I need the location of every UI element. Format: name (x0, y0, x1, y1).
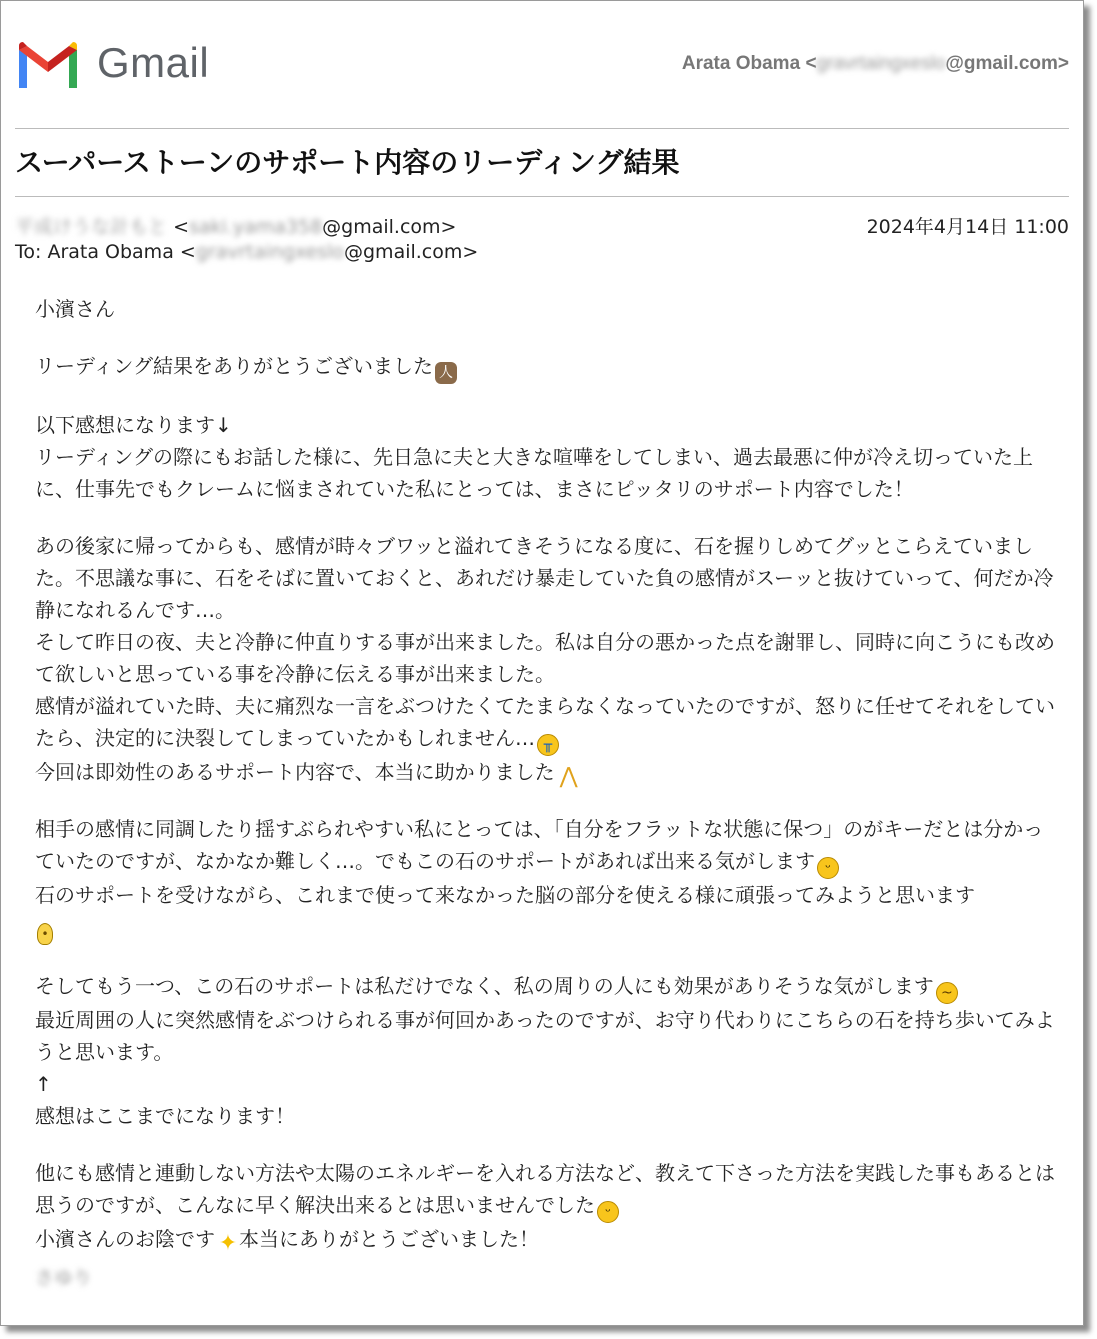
account-info: Arata Obama <gravrtaingxeslo@gmail.com> (681, 53, 1069, 74)
body-paragraph-6: 他にも感情と連動しない方法や太陽のエネルギーを入れる方法など、教えて下さった方法を実践した事もあるとは思うのですが、こんなに早く解決出来るとは思いませんでした ᵕ 小濱さんのお陰です ✦本当にありがとうございました！ (35, 1161, 1055, 1256)
recipient-email-domain: @gmail.com> (344, 241, 479, 263)
body-paragraph-4: 相手の感情に同調したり揺すぶられやすい私にとっては、「自分をフラットな状態に保つ」のがキーだとは分かっていたのですが、なかなか難しく…。でもこの石のサポートがあれば出来る気がします ᵕ 石のサポートを受けながら、これまで使って来なかった脳の部分を使える様に頑張ってみようと思います • (35, 813, 1055, 945)
lightbulb-emoji: • (37, 923, 53, 945)
header-divider (15, 128, 1069, 129)
sender-email-redacted: saki.yama358 (188, 216, 323, 238)
sender-email-domain: @gmail.com (322, 216, 441, 238)
gmail-m-icon (15, 40, 81, 90)
account-email-redacted: gravrtaingxeslo (816, 53, 946, 74)
email-subject: スーパーストーンのサポート内容のリーディング結果 (15, 146, 680, 179)
gmail-logo[interactable] (15, 37, 225, 91)
sender-row: 平成けうな計もと <saki.yama358@gmail.com> 2024年4月14日 11:00 (15, 212, 1069, 239)
body-paragraph-5: そしてもう一つ、この石のサポートは私だけでなく、私の周りの人にも効果がありそうな気がします ~ 最近周囲の人に突然感情をぶつけられる事が何回かあったのですが、お守り代わりにこちらの石を持ち歩いてみようと思います。 ↑ 感想はここまでになります！ (35, 974, 1055, 1128)
body-paragraph-1: リーディング結果をありがとうございました 人 (35, 350, 1055, 384)
thinking-emoji: ~ (936, 982, 958, 1004)
email-body (35, 293, 1055, 1280)
account-name: Arata Obama (681, 53, 801, 74)
sparkles-emoji: ✦ (218, 1231, 238, 1256)
gmail-wordmark: Gmail (97, 39, 210, 86)
subject-divider (15, 196, 1069, 197)
body-paragraph-2: 以下感想になります↓ リーディングの際にもお話した様に、先日急に夫と大きな喧嘩をしてしまい、過去最悪に仲が冷え切っていた上に、仕事先でもクレームに悩まされていた私にとっては、まさにピッタリのサポート内容でした！ (35, 413, 1033, 501)
recipient-email-redacted: gravrtaingxeslo (195, 241, 344, 263)
recipient-prefix: To: Arata Obama < (15, 241, 196, 263)
grinning-emoji: ᵕ (597, 1201, 619, 1223)
signature-redacted: さゆり (35, 1267, 93, 1289)
bowing-emoji: 人 (435, 362, 457, 384)
account-email-domain: @gmail.com (945, 53, 1058, 74)
greeting: 小濱さん (35, 297, 115, 321)
grinning-emoji: ᵕ (817, 857, 839, 879)
print-header (15, 37, 1069, 97)
crying-emoji: ╥ (537, 734, 559, 756)
recipient-row (15, 241, 1069, 263)
praying-hands-emoji: ⋀ (559, 764, 578, 789)
email-date: 2024年4月14日 11:00 (866, 216, 1069, 238)
sender-name-redacted: 平成けうな計もと (15, 216, 168, 238)
body-paragraph-3: あの後家に帰ってからも、感情が時々ブワッと溢れてきそうになる度に、石を握りしめてグッとこらえていました。不思議な事に、石をそばに置いておくと、あれだけ暴走していた負の感情がスーッと抜けていって、何だか冷静になれるんです…。 そして昨日の夜、夫と冷静に仲直りする事が出来ました。私は自分の悪かった点を謝罪し、同時に向こうにも改めて欲しいと思っている事を冷静に伝える事が出来ました。 感情が溢れていた時、夫に痛烈な一言をぶつけたくてたまらなくなっていたのですが、怒りに任せてそれをしていたら、決定的に決裂してしまっていたかもしれません… ╥ 今回は即効性のあるサポート内容で、本当に助かりました ⋀ (35, 534, 1055, 789)
